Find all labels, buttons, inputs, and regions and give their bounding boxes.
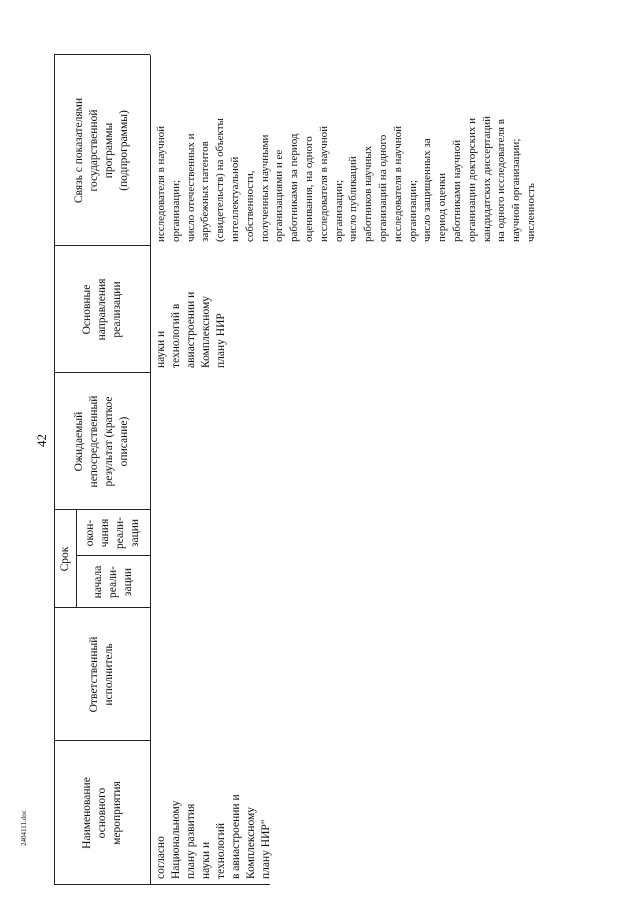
page-number: 42 (34, 434, 49, 447)
row-indicators: исследователя в научной организации; число отечественных и зарубежных патентов (свидетельств) на объекты интеллектуальной собственности, полученных научными организациями и ее работниками за период оценивания, на одного исследователя в научной организации; число публикаций работников научных организаций на одного исследователя в научной организации; число защищенных за период оценки работниками научной организации докторских и кандидатских диссертаций на одного исследователя в научной организации; численность (155, 115, 537, 242)
row-directions: науки и технологий в авиастроении и Комплексному плану НИР (155, 291, 227, 368)
header-indicators: Связь с показателями государственной программы (подпрограммы) (73, 97, 130, 204)
header-main-activity: Наименование основного мероприятия (80, 777, 123, 849)
header-expected-result: Ожидаемый непосредственный результат (краткое описание) (73, 395, 130, 488)
header-responsible: Ответственный исполнитель (88, 636, 115, 713)
header-end: окон- чания реали- зации (84, 517, 141, 549)
rotated-table (54, 55, 574, 885)
header-directions: Основные направления реализации (80, 278, 123, 341)
document-footer: 2404111.doc (20, 810, 28, 846)
header-start: начала реали- зации (91, 565, 134, 599)
header-term: Срок (58, 546, 71, 572)
row-main-activity: согласно Национальному плану развития науки и технологий в авиастроении и Комплексному плану НИР" (155, 794, 272, 879)
